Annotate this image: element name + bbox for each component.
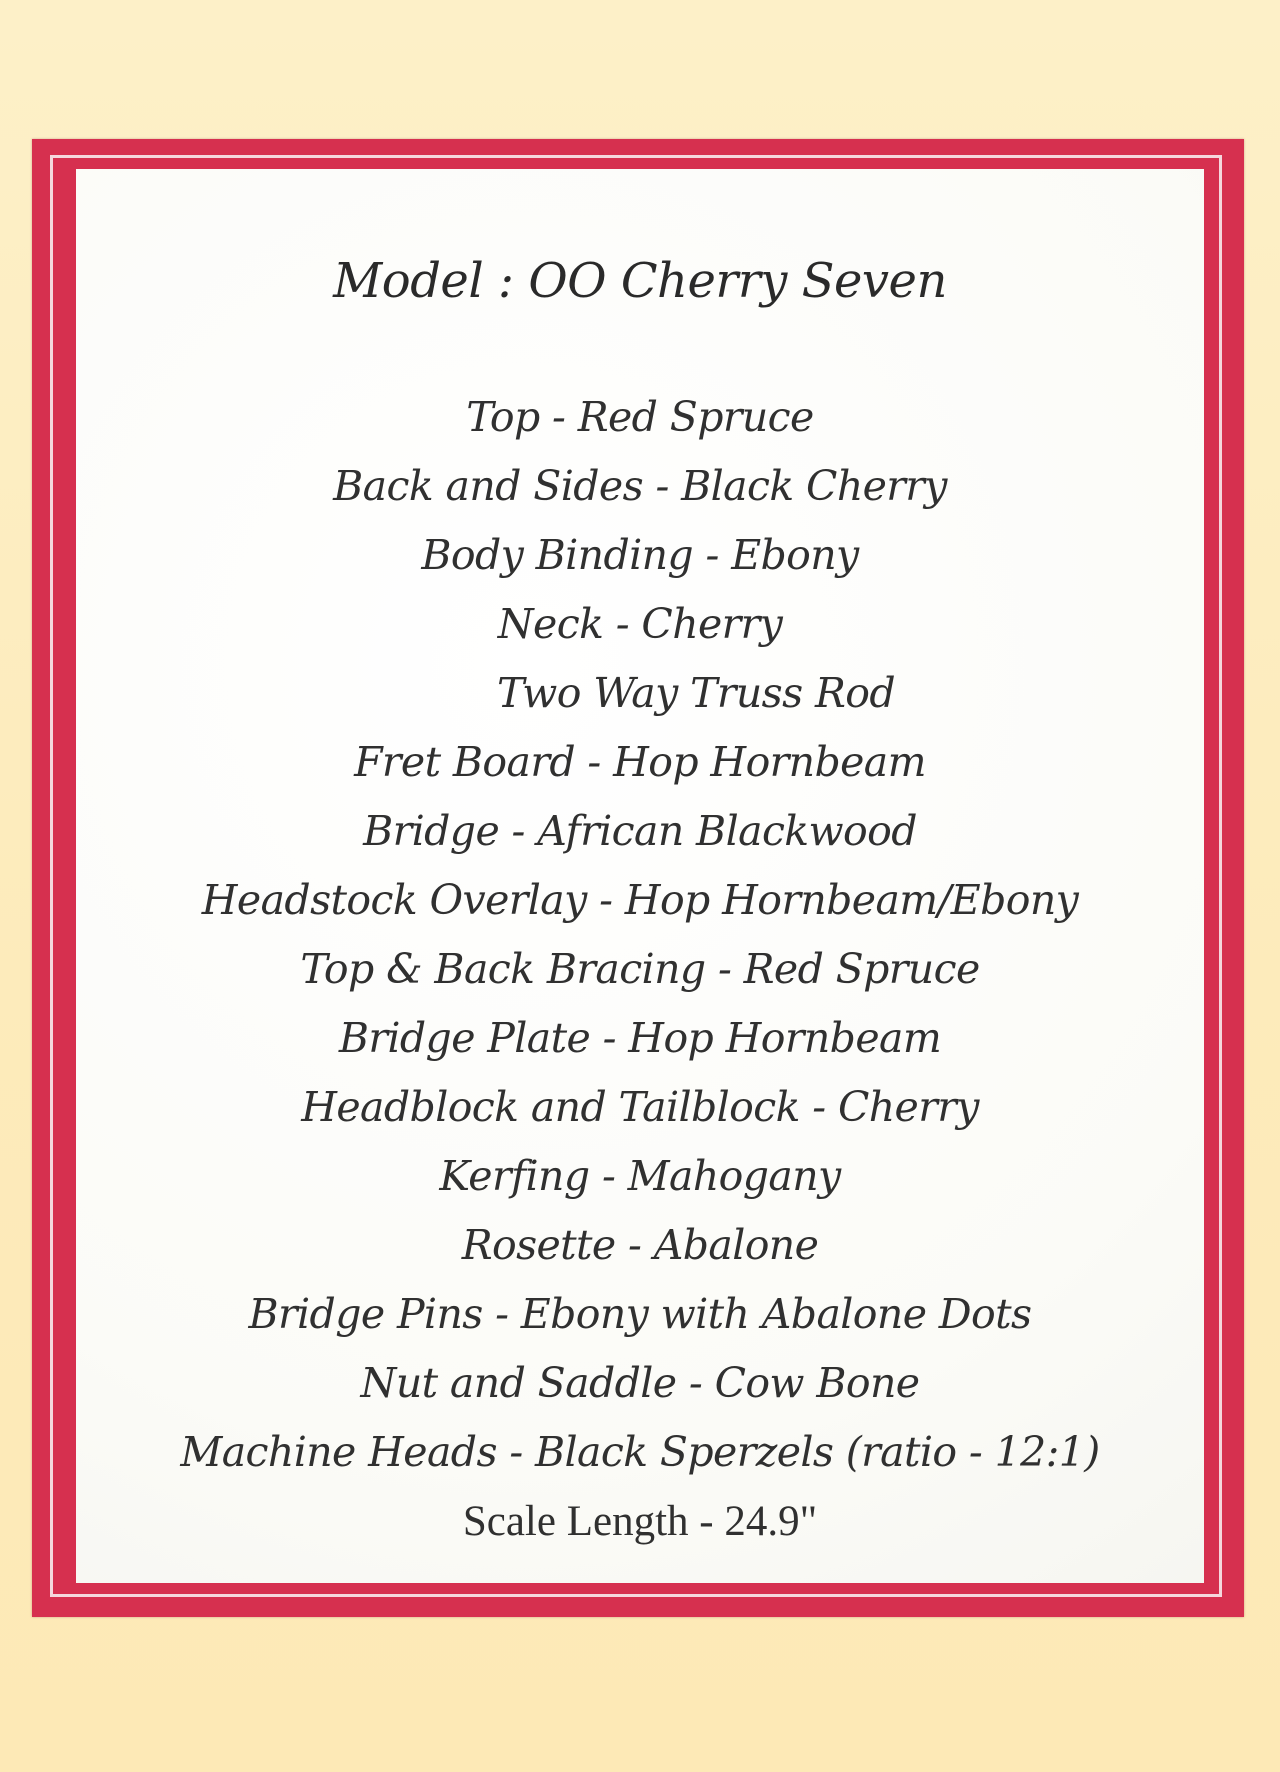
spec-list: [76, 383, 1204, 1556]
spec-bridge: Bridge - African Blackwood: [363, 807, 917, 855]
spec-fret-board: Fret Board - Hop Hornbeam: [354, 738, 926, 786]
spec-card: [76, 169, 1204, 1583]
spec-neck: Neck - Cherry: [497, 600, 783, 648]
red-border-frame: [32, 139, 1244, 1617]
spec-back-and-sides: Back and Sides - Black Cherry: [333, 462, 947, 510]
spec-scale-length: Scale Length - 24.9": [462, 1498, 818, 1545]
spec-bridge-pins: Bridge Pins - Ebony with Abalone Dots: [248, 1290, 1032, 1338]
spec-machine-heads: Machine Heads - Black Sperzels (ratio - 12:1): [180, 1428, 1100, 1476]
model-title: Model : OO Cherry Seven: [333, 253, 947, 309]
spec-truss-rod: Two Way Truss Rod: [497, 669, 895, 717]
spec-rosette: Rosette - Abalone: [461, 1221, 819, 1269]
spec-kerfing: Kerfing - Mahogany: [439, 1152, 841, 1200]
spec-body-binding: Body Binding - Ebony: [421, 531, 859, 579]
spec-nut-and-saddle: Nut and Saddle - Cow Bone: [360, 1359, 920, 1407]
spec-top: Top - Red Spruce: [466, 393, 814, 441]
spec-headblock-tailblock: Headblock and Tailblock - Cherry: [301, 1083, 979, 1131]
spec-bridge-plate: Bridge Plate - Hop Hornbeam: [338, 1014, 942, 1062]
spec-headstock-overlay: Headstock Overlay - Hop Hornbeam/Ebony: [201, 876, 1079, 924]
spec-bracing: Top & Back Bracing - Red Spruce: [300, 945, 980, 993]
